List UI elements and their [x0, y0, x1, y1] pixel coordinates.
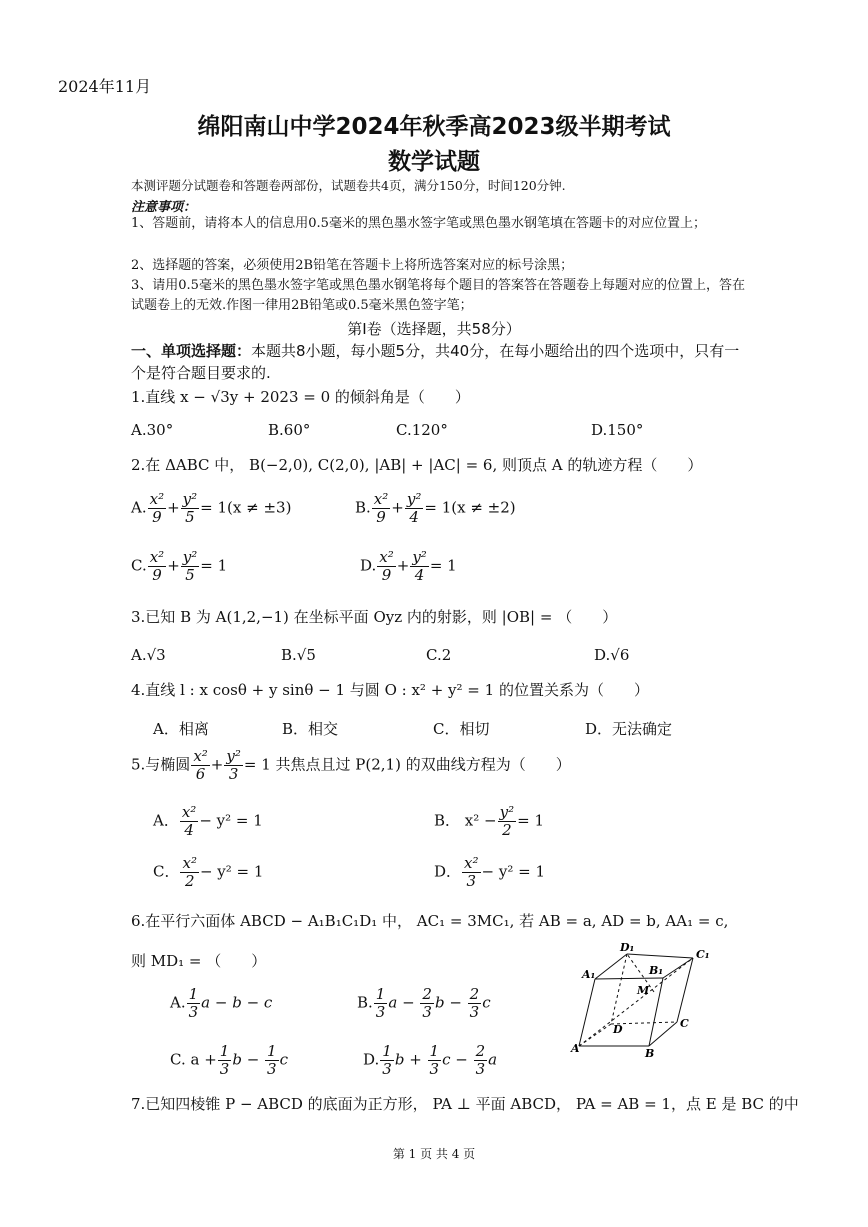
q6-option-b: B. $\frac{1}{3}$ a − $\frac{2}{3}$ b − $\frac{2}{3}$ c — [357, 985, 491, 1021]
q2-option-a: A. $\frac{\text{x²}}{9}$ + $\frac{\text{y²}}{5}$ = 1(x ≠ ±3) — [131, 490, 292, 526]
question-4-stem: 4.直线 l : x cosθ + y sinθ − 1 与圆 O : x² + y² = 1 的位置关系为（ ） — [131, 681, 649, 699]
question-2-stem: 2.在 ΔABC 中， B(−2,0), C(2,0), |AB| + |AC| = 6, 则顶点 A 的轨迹方程（ ） — [131, 456, 703, 474]
exam-title: 绵阳南山中学2024年秋季高2023级半期考试 — [197, 114, 671, 140]
part-instructions — [131, 340, 751, 384]
part-text: 本题共8小题，每小题5分，共40分，在每小题给出的四个选项中，只有一个是符合题目要求的. — [131, 342, 740, 382]
question-6-stem: 6.在平行六面体 ABCD − A₁B₁C₁D₁ 中， AC₁ = 3MC₁, 若 AB = a, AD = b, AA₁ = c, — [131, 912, 729, 930]
exam-date: 2024年11月 — [58, 77, 152, 96]
note-2: 2、选择题的答案，必须使用2B铅笔在答题卡上将所选答案对应的标号涂黑； — [131, 258, 574, 273]
page-footer: 第 1 页 共 4 页 — [392, 1147, 476, 1161]
exam-subject: 数学试题 — [388, 149, 480, 175]
note-3: 3、请用0.5毫米的黑色墨水签字笔或黑色墨水钢笔将每个题目的答案答在答题卷上每题对应的位置上，答在试题卷上的无效.作图一律用2B铅笔或0.5毫米黑色签字笔； — [131, 278, 745, 313]
label-M: M — [637, 984, 650, 997]
section-heading: 第Ⅰ卷（选择题，共58分） — [347, 320, 521, 338]
q2-option-b: B. $\frac{\text{x²}}{9}$ + $\frac{\text{y²}}{4}$ = 1(x ≠ ±2) — [355, 490, 516, 526]
q6-option-d: D. $\frac{1}{3}$ b + $\frac{1}{3}$ c − $\frac{2}{3}$ a — [363, 1042, 498, 1078]
label-B: B — [645, 1047, 655, 1060]
label-D: D — [613, 1023, 623, 1036]
label-D1: D₁ — [620, 942, 635, 954]
question-5-stem: 5.与椭圆 $\frac{\text{x²}}{6}$ + $\frac{\text{y²}}{3}$ = 1 共焦点且过 P(2,1) 的双曲线方程为（ ） — [131, 747, 571, 783]
q1-option-a: A.30° — [131, 421, 174, 439]
q3-option-d: D.√6 — [594, 646, 630, 664]
q2-option-c: C. $\frac{\text{x²}}{9}$ + $\frac{\text{y²}}{5}$ = 1 — [131, 548, 228, 584]
q1-option-d: D.150° — [591, 421, 644, 439]
q3-option-a: A.√3 — [131, 646, 166, 664]
parallelepiped-figure — [565, 942, 715, 1062]
q3-option-c: C.2 — [426, 646, 452, 664]
label-C: C — [680, 1017, 689, 1030]
note-1: 1、答题前，请将本人的信息用0.5毫米的黑色墨水签字笔或黑色墨水钢笔填在答题卡的对应位置上； — [131, 216, 706, 231]
question-1-stem: 1.直线 x − √3y + 2023 = 0 的倾斜角是（ ） — [131, 388, 470, 406]
q1-option-b: B.60° — [268, 421, 311, 439]
q5-option-a: A． $\frac{\text{x²}}{4}$ − y² = 1 — [153, 803, 263, 839]
q6-option-a: A. $\frac{1}{3}$ a − b − c — [170, 985, 273, 1021]
question-6-stem-2: 则 MD₁ = （ ） — [131, 952, 267, 970]
notes-heading: 注意事项： — [131, 200, 197, 215]
exam-intro: 本测评题分试题卷和答题卷两部份，试题卷共4页，满分150分，时间120分钟. — [131, 178, 566, 193]
q3-option-b: B.√5 — [281, 646, 316, 664]
q4-option-b: B．相交 — [282, 720, 339, 738]
question-3-stem: 3.已知 B 为 A(1,2,−1) 在坐标平面 Oyz 内的射影，则 |OB| = （ ） — [131, 608, 618, 626]
q4-option-a: A．相离 — [153, 720, 209, 738]
q4-option-d: D．无法确定 — [585, 720, 673, 738]
q2-option-d: D. $\frac{\text{x²}}{9}$ + $\frac{\text{y²}}{4}$ = 1 — [360, 548, 457, 584]
label-A: A — [571, 1042, 580, 1055]
q5-option-c: C． $\frac{\text{x²}}{2}$ − y² = 1 — [153, 854, 264, 890]
label-C1: C₁ — [696, 948, 710, 961]
label-B1: B₁ — [649, 964, 664, 977]
q4-option-c: C．相切 — [433, 720, 490, 738]
q5-option-b: B． x² − $\frac{\text{y²}}{2}$ = 1 — [434, 803, 544, 839]
label-A1: A₁ — [582, 968, 596, 981]
question-7-stem: 7.已知四棱锥 P − ABCD 的底面为正方形， PA ⊥ 平面 ABCD， PA = AB = 1，点 E 是 BC 的中 — [131, 1095, 799, 1113]
q1-option-c: C.120° — [396, 421, 448, 439]
q6-option-c: C. a + $\frac{1}{3}$ b − $\frac{1}{3}$ c — [170, 1042, 288, 1078]
q5-option-d: D． $\frac{\text{x²}}{3}$ − y² = 1 — [434, 854, 545, 890]
part-label: 一、单项选择题： — [131, 342, 252, 360]
